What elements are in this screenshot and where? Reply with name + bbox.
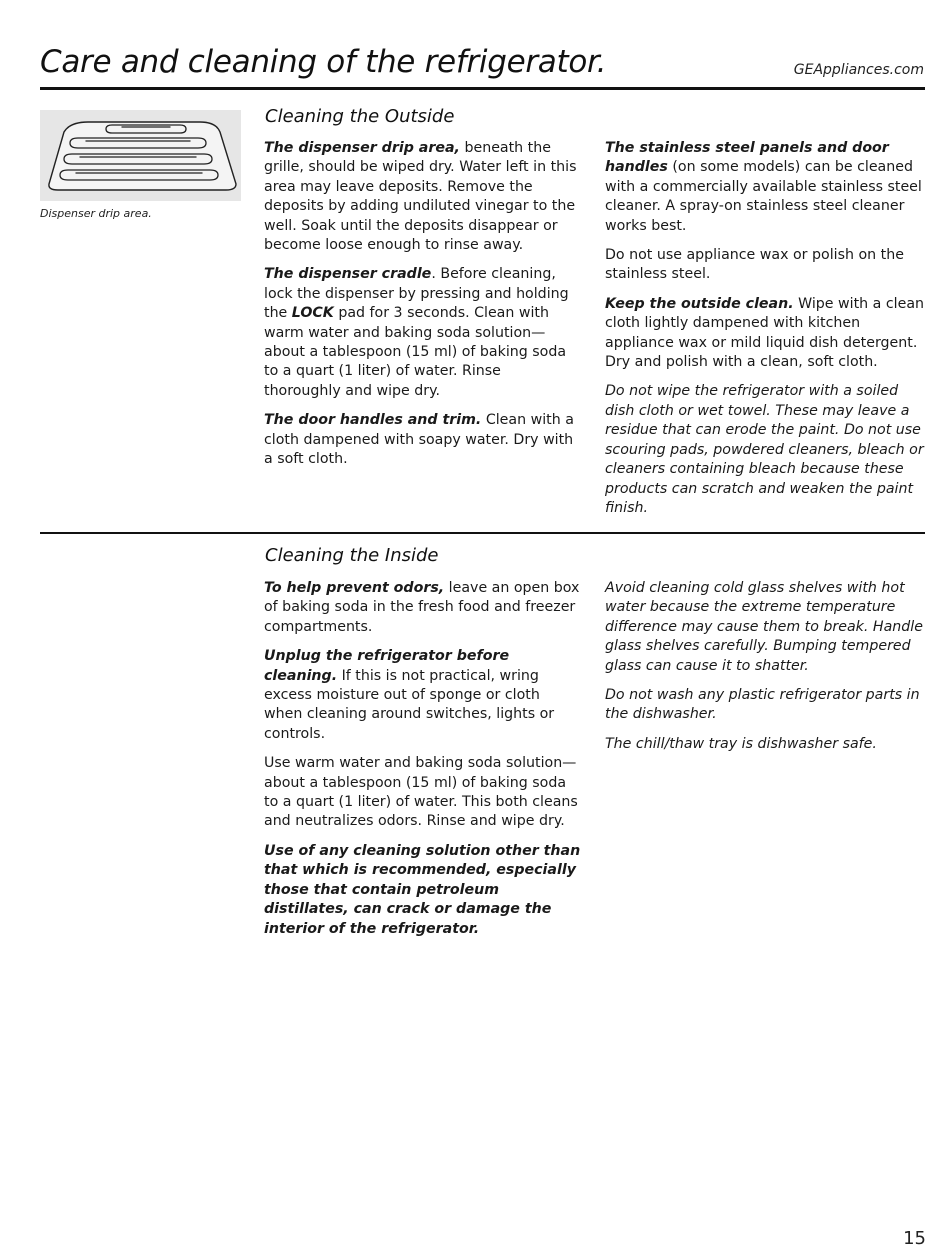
- inside-left-column: [264, 579, 582, 949]
- steel-paragraph: [605, 139, 927, 236]
- solution-paragraph: Use warm water and baking soda solution—about a tablespoon (15 ml) of baking soda to a quart (1 liter) of water. This both cleans and neutralizes odors. Rinse and wipe dry.: [264, 755, 578, 830]
- chill-thaw-tray-paragraph: The chill/thaw tray is dishwasher safe.: [605, 735, 877, 752]
- drip-area-illustration: [40, 110, 241, 201]
- unplug-lead: Unplug the refrigerator before cleaning.: [264, 648, 510, 684]
- header-rule: [40, 87, 925, 90]
- unplug-text: If this is not practical, wring excess moisture out of sponge or cloth when cleaning around switches, lights or controls.: [264, 667, 555, 742]
- odors-lead: To help prevent odors,: [264, 580, 445, 596]
- cradle-text-2: pad for 3 seconds. Clean with warm water and baking soda solution—about a tablespoon (15 ml) of baking soda to a quart (1 liter) of water. Rinse thoroughly and wipe dry.: [264, 305, 567, 399]
- drip-area-paragraph: [264, 139, 582, 255]
- outside-left-column: [264, 139, 582, 480]
- steel-text: (on some models) can be cleaned with a commercially available stainless steel cleaner. A spray-on stainless steel cleaner works best.: [605, 159, 922, 234]
- odors-paragraph: [264, 579, 582, 637]
- odors-text: leave an open box of baking soda in the fresh food and freezer compartments.: [264, 580, 580, 635]
- inside-right-column: [605, 579, 927, 764]
- section-heading-inside: Cleaning the Inside: [265, 545, 439, 566]
- steel-lead: The stainless steel panels and door handles: [605, 140, 889, 176]
- section-divider: [40, 532, 925, 534]
- page-title: Care and cleaning of the refrigerator.: [40, 44, 607, 80]
- glass-shelves-paragraph: Avoid cleaning cold glass shelves with hot water because the extreme temperature difference may cause them to break. Handle glass shelves carefully. Bumping tempered glass can cause it to shatter.: [605, 580, 923, 674]
- dishwasher-paragraph: Do not wash any plastic refrigerator parts in the dishwasher.: [605, 687, 920, 723]
- figure-caption: Dispenser drip area.: [40, 207, 152, 220]
- drip-area-text: beneath the grille, should be wiped dry. Water left in this area may leave deposits. Remove the deposits by adding undiluted vinegar to the well. Soak until the deposits disappear or become loose enough to rinse away.: [264, 140, 577, 254]
- section-heading-outside: Cleaning the Outside: [265, 106, 455, 127]
- handles-text: Clean with a cloth dampened with soapy water. Dry with a soft cloth.: [264, 412, 574, 468]
- paint-warning-paragraph: Do not wipe the refrigerator with a soiled dish cloth or wet towel. These may leave a residue that can erode the paint. Do not use scouring pads, powdered cleaners, bleach or cleaners containing bleach because these products can scratch and weaken the paint finish.: [605, 383, 924, 516]
- lock-keyword: LOCK: [291, 305, 334, 322]
- handles-lead: The door handles and trim.: [264, 412, 482, 429]
- cradle-lead: The dispenser cradle: [264, 266, 432, 283]
- outside-clean-lead: Keep the outside clean.: [605, 295, 794, 312]
- cleaning-solution-caution: Use of any cleaning solution other than that which is recommended, especially those that contain petroleum distillates, can crack or damage the interior of the refrigerator.: [264, 842, 581, 937]
- site-url: GEAppliances.com: [793, 62, 924, 78]
- dispenser-drip-tray-icon: [40, 110, 241, 201]
- cradle-paragraph: [264, 265, 582, 401]
- wax-paragraph: Do not use appliance wax or polish on the stainless steel.: [605, 247, 904, 283]
- handles-paragraph: [264, 411, 582, 469]
- cradle-text-1: . Before cleaning, lock the dispenser by pressing and holding the: [264, 266, 569, 322]
- page-number: 15: [903, 1228, 926, 1249]
- outside-clean-text: Wipe with a clean cloth lightly dampened with kitchen appliance wax or mild liquid dish detergent. Dry and polish with a clean, soft cloth.: [605, 295, 925, 371]
- outside-clean-paragraph: [605, 295, 927, 373]
- drip-area-lead: The dispenser drip area,: [264, 140, 460, 156]
- outside-right-column: [605, 139, 927, 528]
- unplug-paragraph: [264, 647, 582, 744]
